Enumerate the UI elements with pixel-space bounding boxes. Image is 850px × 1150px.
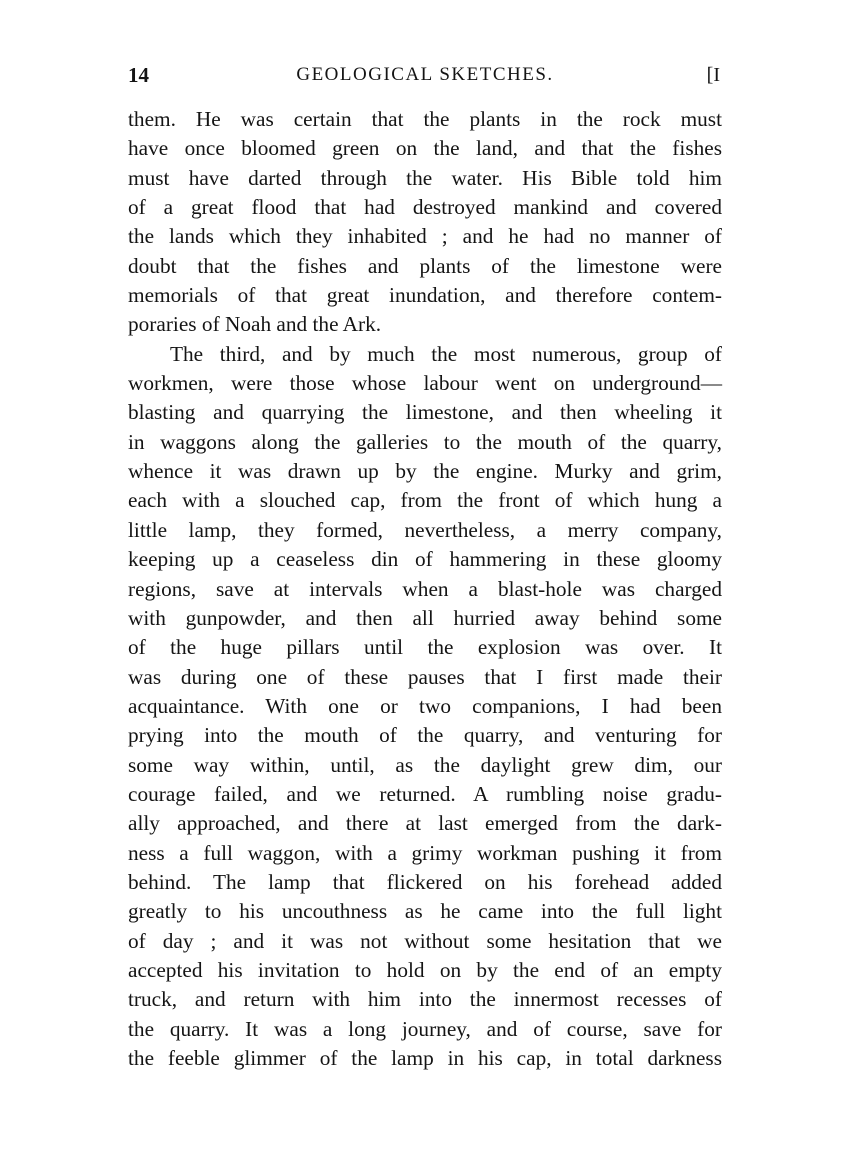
text-line: whence it was drawn up by the engine. Murky and grim, [128,459,722,484]
text-line: keeping up a ceaseless din of hammering in these gloomy [128,547,722,572]
text-line: must have darted through the water. His Bible told him [128,165,722,190]
text-line: behind. The lamp that flickered on his forehead added [128,869,722,894]
text-line: doubt that the fishes and plants of the limestone were [128,253,722,278]
text-line: some way within, until, as the daylight grew dim, our [128,752,722,777]
text-line: prying into the mouth of the quarry, and venturing for [128,723,722,748]
running-head [128,60,722,90]
text-line: with gunpowder, and then all hurried away behind some [128,605,722,630]
text-line: each with a slouched cap, from the front of which hung a [128,488,722,513]
page-number: 14 [128,63,149,87]
text-line: have once bloomed green on the land, and that the fishes [128,136,722,161]
paragraph-start-line: The third, and by much the most numerous, group of [170,341,722,366]
text-line: the lands which they inhabited ; and he had no manner of [128,224,722,249]
chapter-marker: [I [706,64,720,86]
text-line: ness a full waggon, with a grimy workman pushing it from [128,840,722,865]
text-line: memorials of that great inundation, and therefore contem- [128,283,722,308]
text-line: workmen, were those whose labour went on underground— [128,371,722,396]
text-line: them. He was certain that the plants in the rock must [128,107,722,131]
paragraph-end-line: poraries of Noah and the Ark. [128,312,382,337]
text-line: greatly to his uncouthness as he came into the full light [128,899,722,924]
text-line: blasting and quarrying the limestone, and then wheeling it [128,400,722,425]
text-line: the feeble glimmer of the lamp in his cap, in total darkness [128,1046,722,1070]
text-line: of a great flood that had destroyed mankind and covered [128,195,722,220]
text-line: accepted his invitation to hold on by the end of an empty [128,957,722,982]
text-line: courage failed, and we returned. A rumbling noise gradu- [128,781,722,806]
text-line: acquaintance. With one or two companions, I had been [128,693,722,718]
text-line: of the huge pillars until the explosion was over. It [128,635,722,660]
text-line: little lamp, they formed, nevertheless, a merry company, [128,517,722,542]
text-line: of day ; and it was not without some hesitation that we [128,928,722,953]
text-line: in waggons along the galleries to the mouth of the quarry, [128,429,722,454]
text-line: regions, save at intervals when a blast-hole was charged [128,576,722,601]
running-title: GEOLOGICAL SKETCHES. [296,64,554,85]
text-line: ally approached, and there at last emerged from the dark- [128,811,722,836]
text-line: was during one of these pauses that I first made their [128,664,722,689]
body-text [128,105,722,1073]
text-line: truck, and return with him into the innermost recesses of [128,987,722,1012]
text-line: the quarry. It was a long journey, and of course, save for [128,1016,722,1041]
